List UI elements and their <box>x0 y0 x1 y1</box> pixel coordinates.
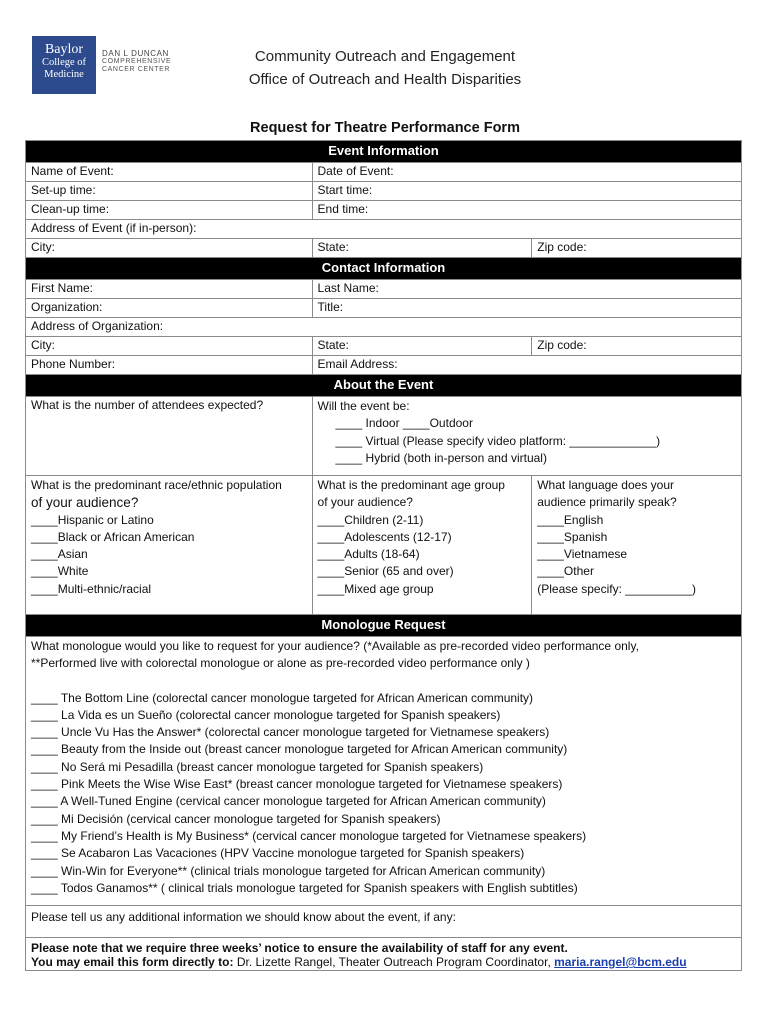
event-state-field[interactable]: State: <box>312 239 532 258</box>
phone-field[interactable]: Phone Number: <box>26 356 313 375</box>
monologue-option[interactable]: ____ Pink Meets the Wise Wise East* (breast cancer monologue targeted for Vietnamese speakers) <box>31 777 563 792</box>
org-address-field[interactable]: Address of Organization: <box>26 318 742 337</box>
baylor-logo-text: College of <box>41 57 87 68</box>
language-option[interactable]: ____Vietnamese <box>537 547 628 562</box>
monologue-option[interactable]: ____ The Bottom Line (colorectal cancer monologue targeted for African American community) <box>31 690 534 705</box>
race-question: What is the predominant race/ethnic population <box>31 478 282 492</box>
monologue-option[interactable]: ____ My Friend’s Health is My Business* (cervical cancer monologue targeted for Vietnamese speakers) <box>31 828 587 843</box>
race-option[interactable]: ____White <box>31 564 89 579</box>
end-time-field[interactable]: End time: <box>312 201 741 220</box>
monologue-option[interactable]: ____ La Vida es un Sueño (colorectal cancer monologue targeted for Spanish speakers) <box>31 707 501 722</box>
header-line-1: Community Outreach and Engagement <box>254 48 516 65</box>
monologue-option[interactable]: ____ Mi Decisión (cervical cancer monologue targeted for Spanish speakers) <box>31 811 441 826</box>
event-zip-field[interactable]: Zip code: <box>532 239 742 258</box>
age-option[interactable]: ____Senior (65 and over) <box>317 564 454 579</box>
duncan-logo-text: CANCER CENTER <box>102 66 171 73</box>
race-cell <box>26 476 313 615</box>
monologue-option[interactable]: ____ A Well-Tuned Engine (cervical cancer monologue targeted for African American community) <box>31 794 546 809</box>
race-option[interactable]: ____Hispanic or Latino <box>31 512 154 527</box>
race-option[interactable]: ____Asian <box>31 547 88 562</box>
language-option[interactable]: ____Other <box>537 564 594 579</box>
event-type-option[interactable]: ____ Virtual (Please specify video platform: _____________) <box>335 433 661 448</box>
duncan-logo-text: DAN L DUNCAN <box>102 49 169 58</box>
contact-state-field[interactable]: State: <box>312 337 532 356</box>
age-option[interactable]: ____Adolescents (12-17) <box>317 529 452 544</box>
language-option[interactable]: ____English <box>537 512 604 527</box>
organization-field[interactable]: Organization: <box>26 299 313 318</box>
contact-info-band: Contact Information <box>26 258 742 280</box>
event-type-cell <box>312 397 741 476</box>
age-option[interactable]: ____Adults (18-64) <box>317 547 420 562</box>
email-field[interactable]: Email Address: <box>312 356 741 375</box>
duncan-logo-text: COMPREHENSIVE <box>102 58 172 65</box>
race-option[interactable]: ____Black or African American <box>31 529 195 544</box>
monologue-intro: What monologue would you like to request for your audience? (*Available as pre-recorded video performance only, <box>31 639 639 653</box>
event-city-field[interactable]: City: <box>26 239 313 258</box>
about-event-band: About the Event <box>26 375 742 397</box>
language-question: What language does your <box>537 478 674 492</box>
event-date-field[interactable]: Date of Event: <box>312 163 741 182</box>
email-link[interactable]: maria.rangel@bcm.edu <box>554 955 687 970</box>
setup-time-field[interactable]: Set-up time: <box>26 182 313 201</box>
age-option[interactable]: ____Mixed age group <box>317 581 434 596</box>
first-name-field[interactable]: First Name: <box>26 280 313 299</box>
form-title: Request for Theatre Performance Form <box>250 120 520 136</box>
monologue-cell <box>26 637 742 906</box>
attendees-question[interactable]: What is the number of attendees expected? <box>26 397 313 476</box>
event-type-option[interactable]: ____ Indoor ____Outdoor <box>335 416 473 431</box>
monologue-option[interactable]: ____ Todos Ganamos** ( clinical trials monologue targeted for Spanish speakers with English subtitles) <box>31 880 578 895</box>
monologue-option[interactable]: ____ Beauty from the Inside out (breast cancer monologue targeted for African American community) <box>31 742 568 757</box>
contact-zip-field[interactable]: Zip code: <box>532 337 742 356</box>
baylor-logo-text: Baylor <box>44 42 84 57</box>
additional-info-field[interactable]: Please tell us any additional information we should know about the event, if any: <box>26 906 742 938</box>
language-cell <box>532 476 742 615</box>
event-type-option[interactable]: ____ Hybrid (both in-person and virtual) <box>335 450 547 465</box>
title-field[interactable]: Title: <box>312 299 741 318</box>
start-time-field[interactable]: Start time: <box>312 182 741 201</box>
email-lead-text: You may email this form directly to: <box>31 955 234 970</box>
race-option[interactable]: ____Multi-ethnic/racial <box>31 581 152 596</box>
header-line-2: Office of Outreach and Health Disparities <box>248 71 522 88</box>
age-question: What is the predominant age group <box>317 478 505 492</box>
cleanup-time-field[interactable]: Clean-up time: <box>26 201 313 220</box>
event-type-question: Will the event be: <box>317 399 410 413</box>
language-question: audience primarily speak? <box>537 495 677 510</box>
note-cell <box>26 938 742 971</box>
last-name-field[interactable]: Last Name: <box>312 280 741 299</box>
form-table <box>25 140 742 971</box>
monologue-option[interactable]: ____ No Será mi Pesadilla (breast cancer monologue targeted for Spanish speakers) <box>31 759 484 774</box>
monologue-option[interactable]: ____ Uncle Vu Has the Answer* (colorectal cancer monologue targeted for Vietnamese speakers) <box>31 725 550 740</box>
language-option[interactable]: ____Spanish <box>537 529 608 544</box>
age-option[interactable]: ____Children (2-11) <box>317 512 424 527</box>
monologue-band: Monologue Request <box>26 615 742 637</box>
language-option[interactable]: (Please specify: __________) <box>537 581 697 596</box>
monologue-option[interactable]: ____ Se Acabaron Las Vacaciones (HPV Vaccine monologue targeted for Spanish speakers) <box>31 846 525 861</box>
monologue-option[interactable]: ____ Win-Win for Everyone** (clinical trials monologue targeted for African American community) <box>31 863 546 878</box>
notice-text: Please note that we require three weeks’ notice to ensure the availability of staff for any event. <box>31 941 568 956</box>
event-info-band: Event Information <box>26 141 742 163</box>
race-question: of your audience? <box>31 495 139 511</box>
event-name-field[interactable]: Name of Event: <box>26 163 313 182</box>
age-question: of your audience? <box>317 495 413 510</box>
baylor-logo-text: Medicine <box>44 69 84 80</box>
age-cell <box>312 476 532 615</box>
coordinator-text: Dr. Lizette Rangel, Theater Outreach Program Coordinator, <box>233 955 551 970</box>
monologue-intro: **Performed live with colorectal monologue or alone as pre-recorded video performance only ) <box>31 656 530 671</box>
contact-city-field[interactable]: City: <box>26 337 313 356</box>
event-address-field[interactable]: Address of Event (if in-person): <box>26 220 742 239</box>
